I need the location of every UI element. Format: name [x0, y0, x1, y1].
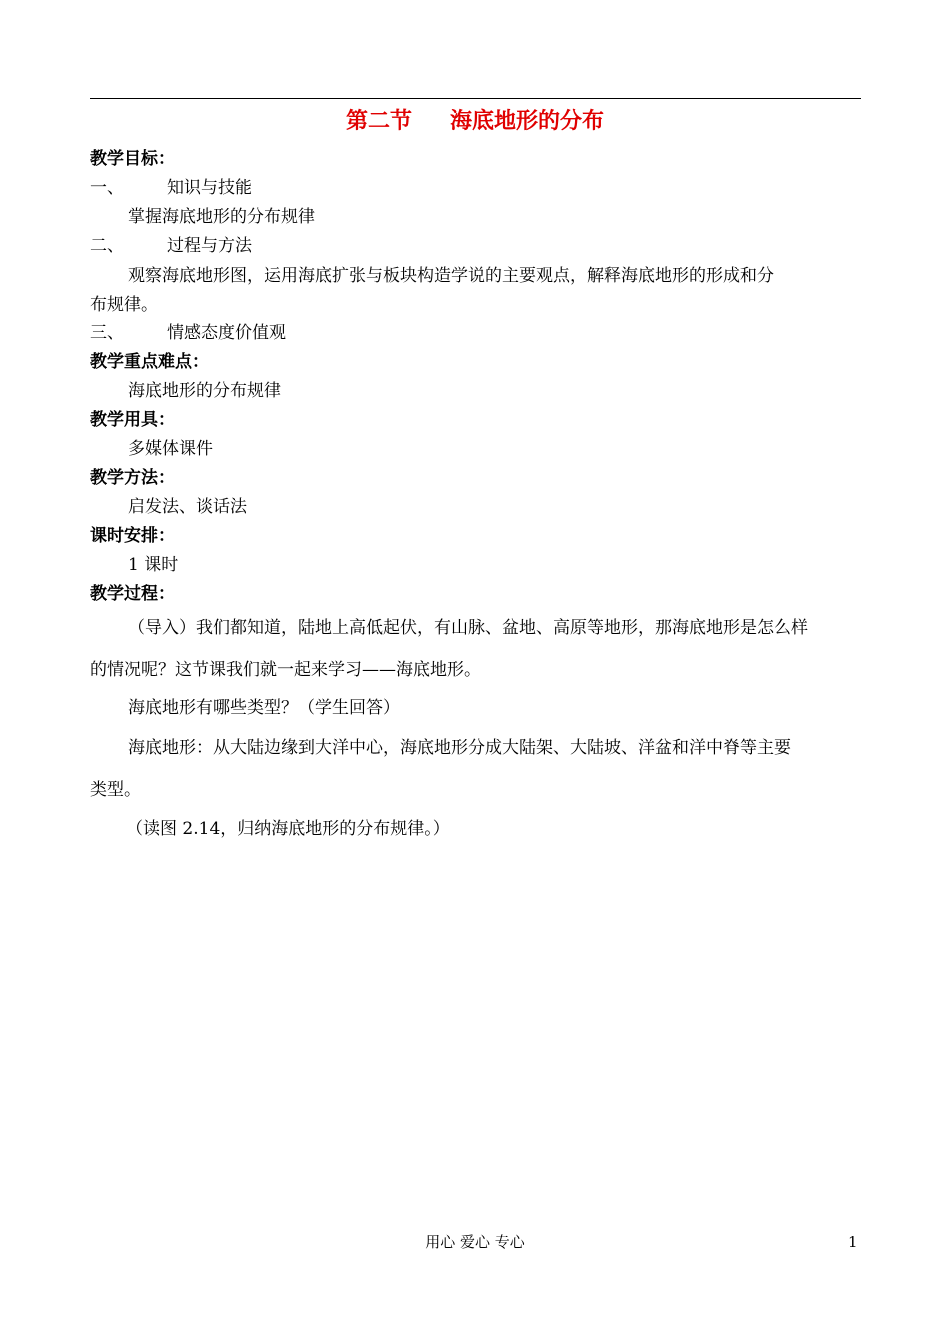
- methods-heading: 教学方法：: [90, 468, 175, 488]
- obj3-number: 三、: [90, 323, 124, 343]
- schedule-text: 1 课时: [128, 555, 179, 575]
- methods-text: 启发法、谈话法: [128, 497, 247, 517]
- tools-heading: 教学用具：: [90, 410, 175, 430]
- objectives-heading: 教学目标：: [90, 149, 175, 169]
- schedule-heading: 课时安排：: [90, 526, 175, 546]
- process-paragraph-4: （读图 2.14，归纳海底地形的分布规律。）: [126, 819, 450, 839]
- title-section-number: 第二节: [345, 109, 412, 134]
- keypoints-heading: 教学重点难点：: [90, 352, 209, 372]
- process-heading: 教学过程：: [90, 584, 175, 604]
- process-paragraph-1-line1: （导入）我们都知道，陆地上高低起伏，有山脉、盆地、高原等地形，那海底地形是怎么样: [128, 618, 808, 638]
- obj2-text-line2: 布规律。: [90, 295, 158, 315]
- obj3-label: 情感态度价值观: [167, 323, 286, 343]
- obj1-text: 掌握海底地形的分布规律: [128, 207, 315, 227]
- keypoints-text: 海底地形的分布规律: [128, 381, 281, 401]
- obj1-label: 知识与技能: [167, 178, 252, 198]
- process-paragraph-1-line2: 的情况呢？这节课我们就一起来学习——海底地形。: [90, 660, 481, 680]
- process-paragraph-2: 海底地形有哪些类型？（学生回答）: [128, 698, 400, 718]
- obj2-number: 二、: [90, 236, 124, 256]
- obj2-label: 过程与方法: [167, 236, 252, 256]
- process-paragraph-3-line2: 类型。: [90, 780, 141, 800]
- page-title: [0, 108, 950, 136]
- footer-motto: 用心 爱心 专心: [425, 1233, 525, 1251]
- header-rule: [90, 98, 861, 99]
- obj2-text-line1: 观察海底地形图，运用海底扩张与板块构造学说的主要观点，解释海底地形的形成和分: [128, 266, 774, 286]
- title-topic: 海底地形的分布: [450, 109, 605, 134]
- obj1-number: 一、: [90, 178, 124, 198]
- tools-text: 多媒体课件: [128, 439, 213, 459]
- page-number: 1: [848, 1233, 858, 1251]
- process-paragraph-3-line1: 海底地形：从大陆边缘到大洋中心，海底地形分成大陆架、大陆坡、洋盆和洋中脊等主要: [128, 738, 791, 758]
